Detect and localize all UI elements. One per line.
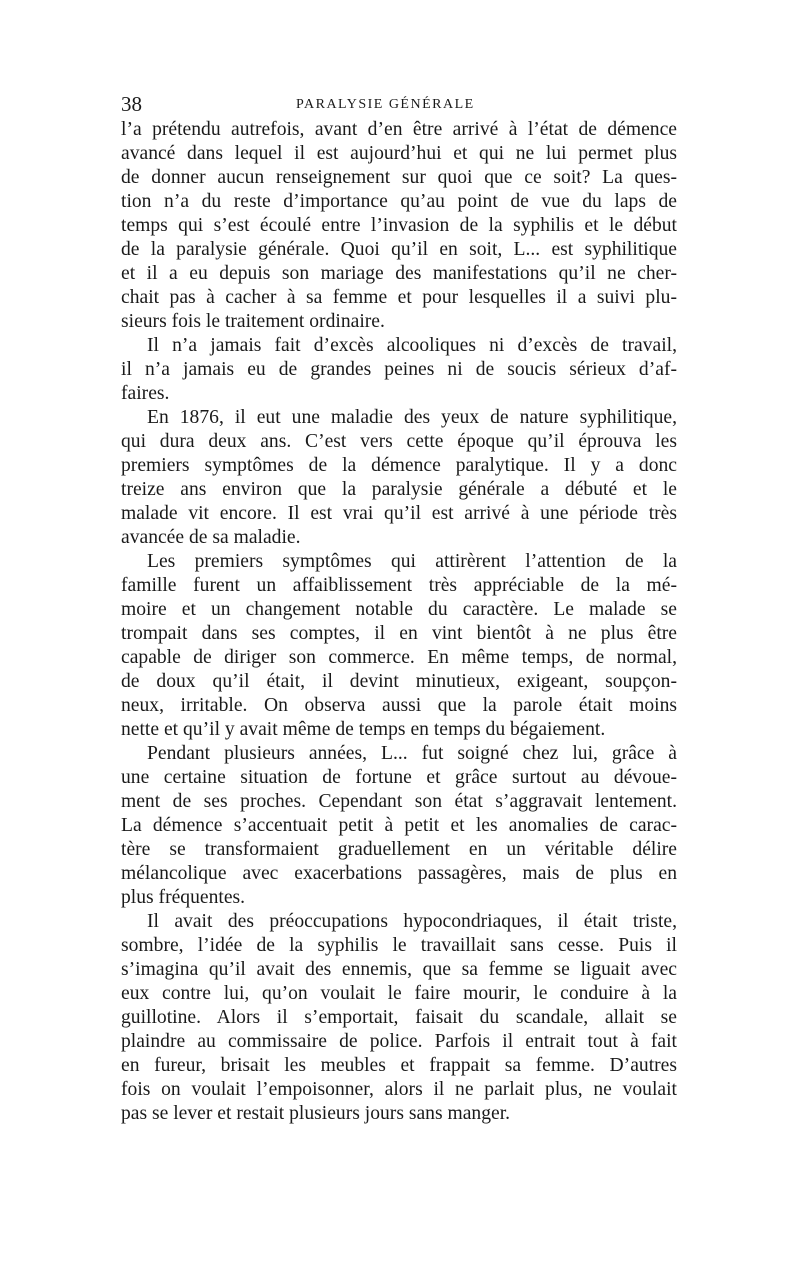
text-line: eux contre lui, qu’on voulait le faire mourir, le conduire à la (121, 983, 677, 1004)
text-line: Il n’a jamais fait d’excès alcooliques ni d’excès de travail, (147, 335, 677, 356)
text-line: famille furent un affaiblissement très appréciable de la mé- (121, 575, 677, 596)
text-line: mélancolique avec exacerbations passagères, mais de plus en (121, 863, 677, 884)
text-line: de la paralysie générale. Quoi qu’il en soit, L... est syphilitique (121, 239, 677, 260)
text-line: s’imagina qu’il avait des ennemis, que sa femme se liguait avec (121, 959, 677, 980)
text-line: Il avait des préoccupations hypocondriaques, il était triste, (147, 911, 677, 932)
text-line: l’a prétendu autrefois, avant d’en être arrivé à l’état de démence (121, 119, 677, 140)
text-line: ment de ses proches. Cependant son état s’aggravait lentement. (121, 791, 677, 812)
text-line: La démence s’accentuait petit à petit et les anomalies de carac- (121, 815, 677, 836)
text-line: neux, irritable. On observa aussi que la parole était moins (121, 695, 677, 716)
text-line: nette et qu’il y avait même de temps en temps du bégaiement. (121, 719, 606, 740)
text-line: En 1876, il eut une maladie des yeux de nature syphilitique, (147, 407, 677, 428)
text-line: Les premiers symptômes qui attirèrent l’attention de la (147, 551, 677, 572)
text-line: en fureur, brisait les meubles et frappait sa femme. D’autres (121, 1055, 677, 1076)
text-line: avancée de sa maladie. (121, 527, 301, 548)
text-line: malade vit encore. Il est vrai qu’il est arrivé à une période très (121, 503, 677, 524)
text-line: qui dura deux ans. C’est vers cette époque qu’il éprouva les (121, 431, 677, 452)
text-line: plaindre au commissaire de police. Parfois il entrait tout à fait (121, 1031, 677, 1052)
text-line: et il a eu depuis son mariage des manifestations qu’il ne cher- (121, 263, 677, 284)
running-title: PARALYSIE GÉNÉRALE (296, 97, 475, 112)
text-line: une certaine situation de fortune et grâce surtout au dévoue- (121, 767, 677, 788)
text-line: sieurs fois le traitement ordinaire. (121, 311, 385, 332)
text-line: capable de diriger son commerce. En même temps, de normal, (121, 647, 677, 668)
text-line: de donner aucun renseignement sur quoi que ce soit? La ques- (121, 167, 677, 188)
text-line: chait pas à cacher à sa femme et pour lesquelles il a suivi plu- (121, 287, 677, 308)
text-line: pas se lever et restait plusieurs jours sans manger. (121, 1103, 511, 1124)
text-line: tère se transformaient graduellement en un véritable délire (121, 839, 677, 860)
body-text (121, 118, 677, 1126)
text-line: tion n’a du reste d’importance qu’au point de vue du laps de (121, 191, 677, 212)
text-line: il n’a jamais eu de grandes peines ni de soucis sérieux d’af- (121, 359, 677, 380)
page-number: 38 (121, 92, 142, 116)
text-line: plus fréquentes. (121, 887, 246, 908)
text-line: sombre, l’idée de la syphilis le travaillait sans cesse. Puis il (121, 935, 677, 956)
text-line: temps qui s’est écoulé entre l’invasion de la syphilis et le début (121, 215, 677, 236)
text-line: premiers symptômes de la démence paralytique. Il y a donc (121, 455, 677, 476)
text-line: moire et un changement notable du caractère. Le malade se (121, 599, 677, 620)
text-line: guillotine. Alors il s’emportait, faisait du scandale, allait se (121, 1007, 677, 1028)
text-line: faires. (121, 383, 170, 404)
text-line: fois on voulait l’empoisonner, alors il ne parlait plus, ne voulait (121, 1079, 677, 1100)
text-line: avancé dans lequel il est aujourd’hui et qui ne lui permet plus (121, 143, 677, 164)
text-line: Pendant plusieurs années, L... fut soigné chez lui, grâce à (147, 743, 677, 764)
text-line: trompait dans ses comptes, il en vint bientôt à ne plus être (121, 623, 677, 644)
text-line: treize ans environ que la paralysie générale a débuté et le (121, 479, 677, 500)
text-line: de doux qu’il était, il devint minutieux, exigeant, soupçon- (121, 671, 677, 692)
